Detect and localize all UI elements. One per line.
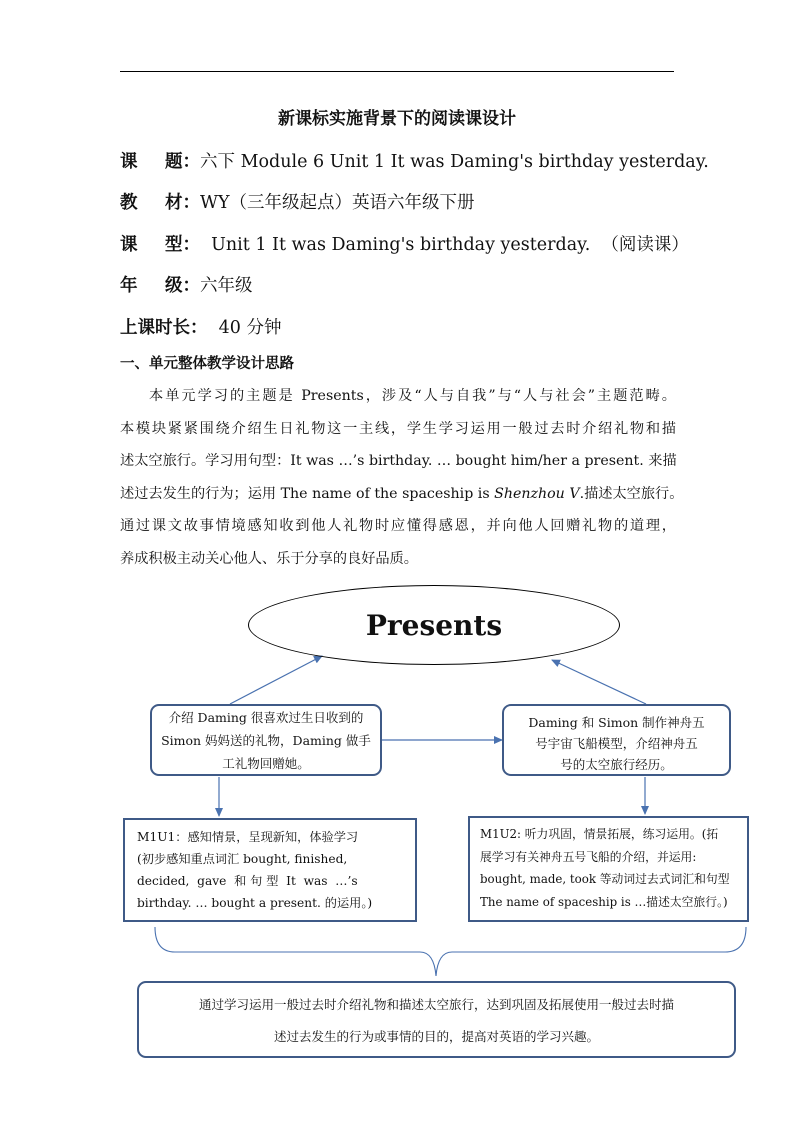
meta-textbook-value: WY（三年级起点）英语六年级下册 (200, 193, 475, 213)
meta-topic-label: 课 题： (120, 152, 200, 172)
meta-duration-value: 40 分钟 (207, 318, 282, 338)
paragraph-line: 述过去发生的行为；运用 The name of the spaceship is Shenzhou V.描述太空旅行。 (120, 485, 684, 502)
arrow-left-to-center (230, 656, 322, 704)
summary-box: 通过学习运用一般过去时介绍礼物和描述太空旅行，达到巩固及拓展使用一般过去时描 述过去发生的行为或事情的目的，提高对英语的学习兴趣。 (137, 981, 736, 1058)
paragraph-line: 本模块紧紧围绕介绍生日礼物这一主线，学生学习运用一般过去时介绍礼物和描 (120, 420, 676, 437)
arrow-right-to-center (552, 660, 646, 704)
presents-label: Presents (365, 608, 503, 642)
paragraph-line: 养成积极主动关心他人、乐于分享的良好品质。 (120, 550, 418, 567)
paragraph-line: 本单元学习的主题是 Presents，涉及“人与自我”与“人与社会”主题范畴。 (149, 388, 676, 404)
meta-type-label: 课 型： (120, 235, 200, 255)
page-title: 新课标实施背景下的阅读课设计 (278, 109, 516, 129)
meta-textbook-label: 教 材： (120, 193, 200, 213)
meta-grade-label: 年 级： (120, 276, 200, 296)
curly-brace (155, 927, 746, 976)
meta-grade-value: 六年级 (200, 276, 253, 296)
m1u2-detail-box: M1U2: 听力巩固，情景拓展，练习运用。(拓 展学习有关神舟五号飞船的介绍，并运用: bought, made, took 等动词过去式词汇和句型 The name of spaceship is …描述太空旅行。) (468, 816, 749, 922)
paragraph-line: 述太空旅行。学习用句型：It was …’s birthday. … bought him/her a present. 来描 (120, 453, 677, 470)
meta-duration-label: 上课时长： (120, 318, 208, 338)
meta-topic-value: 六下 Module 6 Unit 1 It was Daming's birthday yesterday. (200, 152, 709, 172)
left-theme-box: 介绍 Daming 很喜欢过生日收到的 Simon 妈妈送的礼物，Daming 做手 工礼物回赠她。 (150, 704, 382, 776)
section-heading: 一、单元整体教学设计思路 (120, 355, 294, 372)
meta-type-value: Unit 1 It was Daming's birthday yesterday. （阅读课） (200, 235, 689, 255)
presents-ellipse (248, 585, 620, 665)
paragraph-line: 通过课文故事情境感知收到他人礼物时应懂得感恩，并向他人回赠礼物的道理， (120, 518, 676, 535)
right-theme-box: Daming 和 Simon 制作神舟五 号宇宙飞船模型，介绍神舟五 号的太空旅行经历。 (502, 704, 731, 776)
m1u1-detail-box: M1U1：感知情景，呈现新知，体验学习 (初步感知重点词汇 bought, finished, decided, gave 和 句 型 It was …’s birthday. … bought a present. 的运用。) (123, 818, 417, 922)
